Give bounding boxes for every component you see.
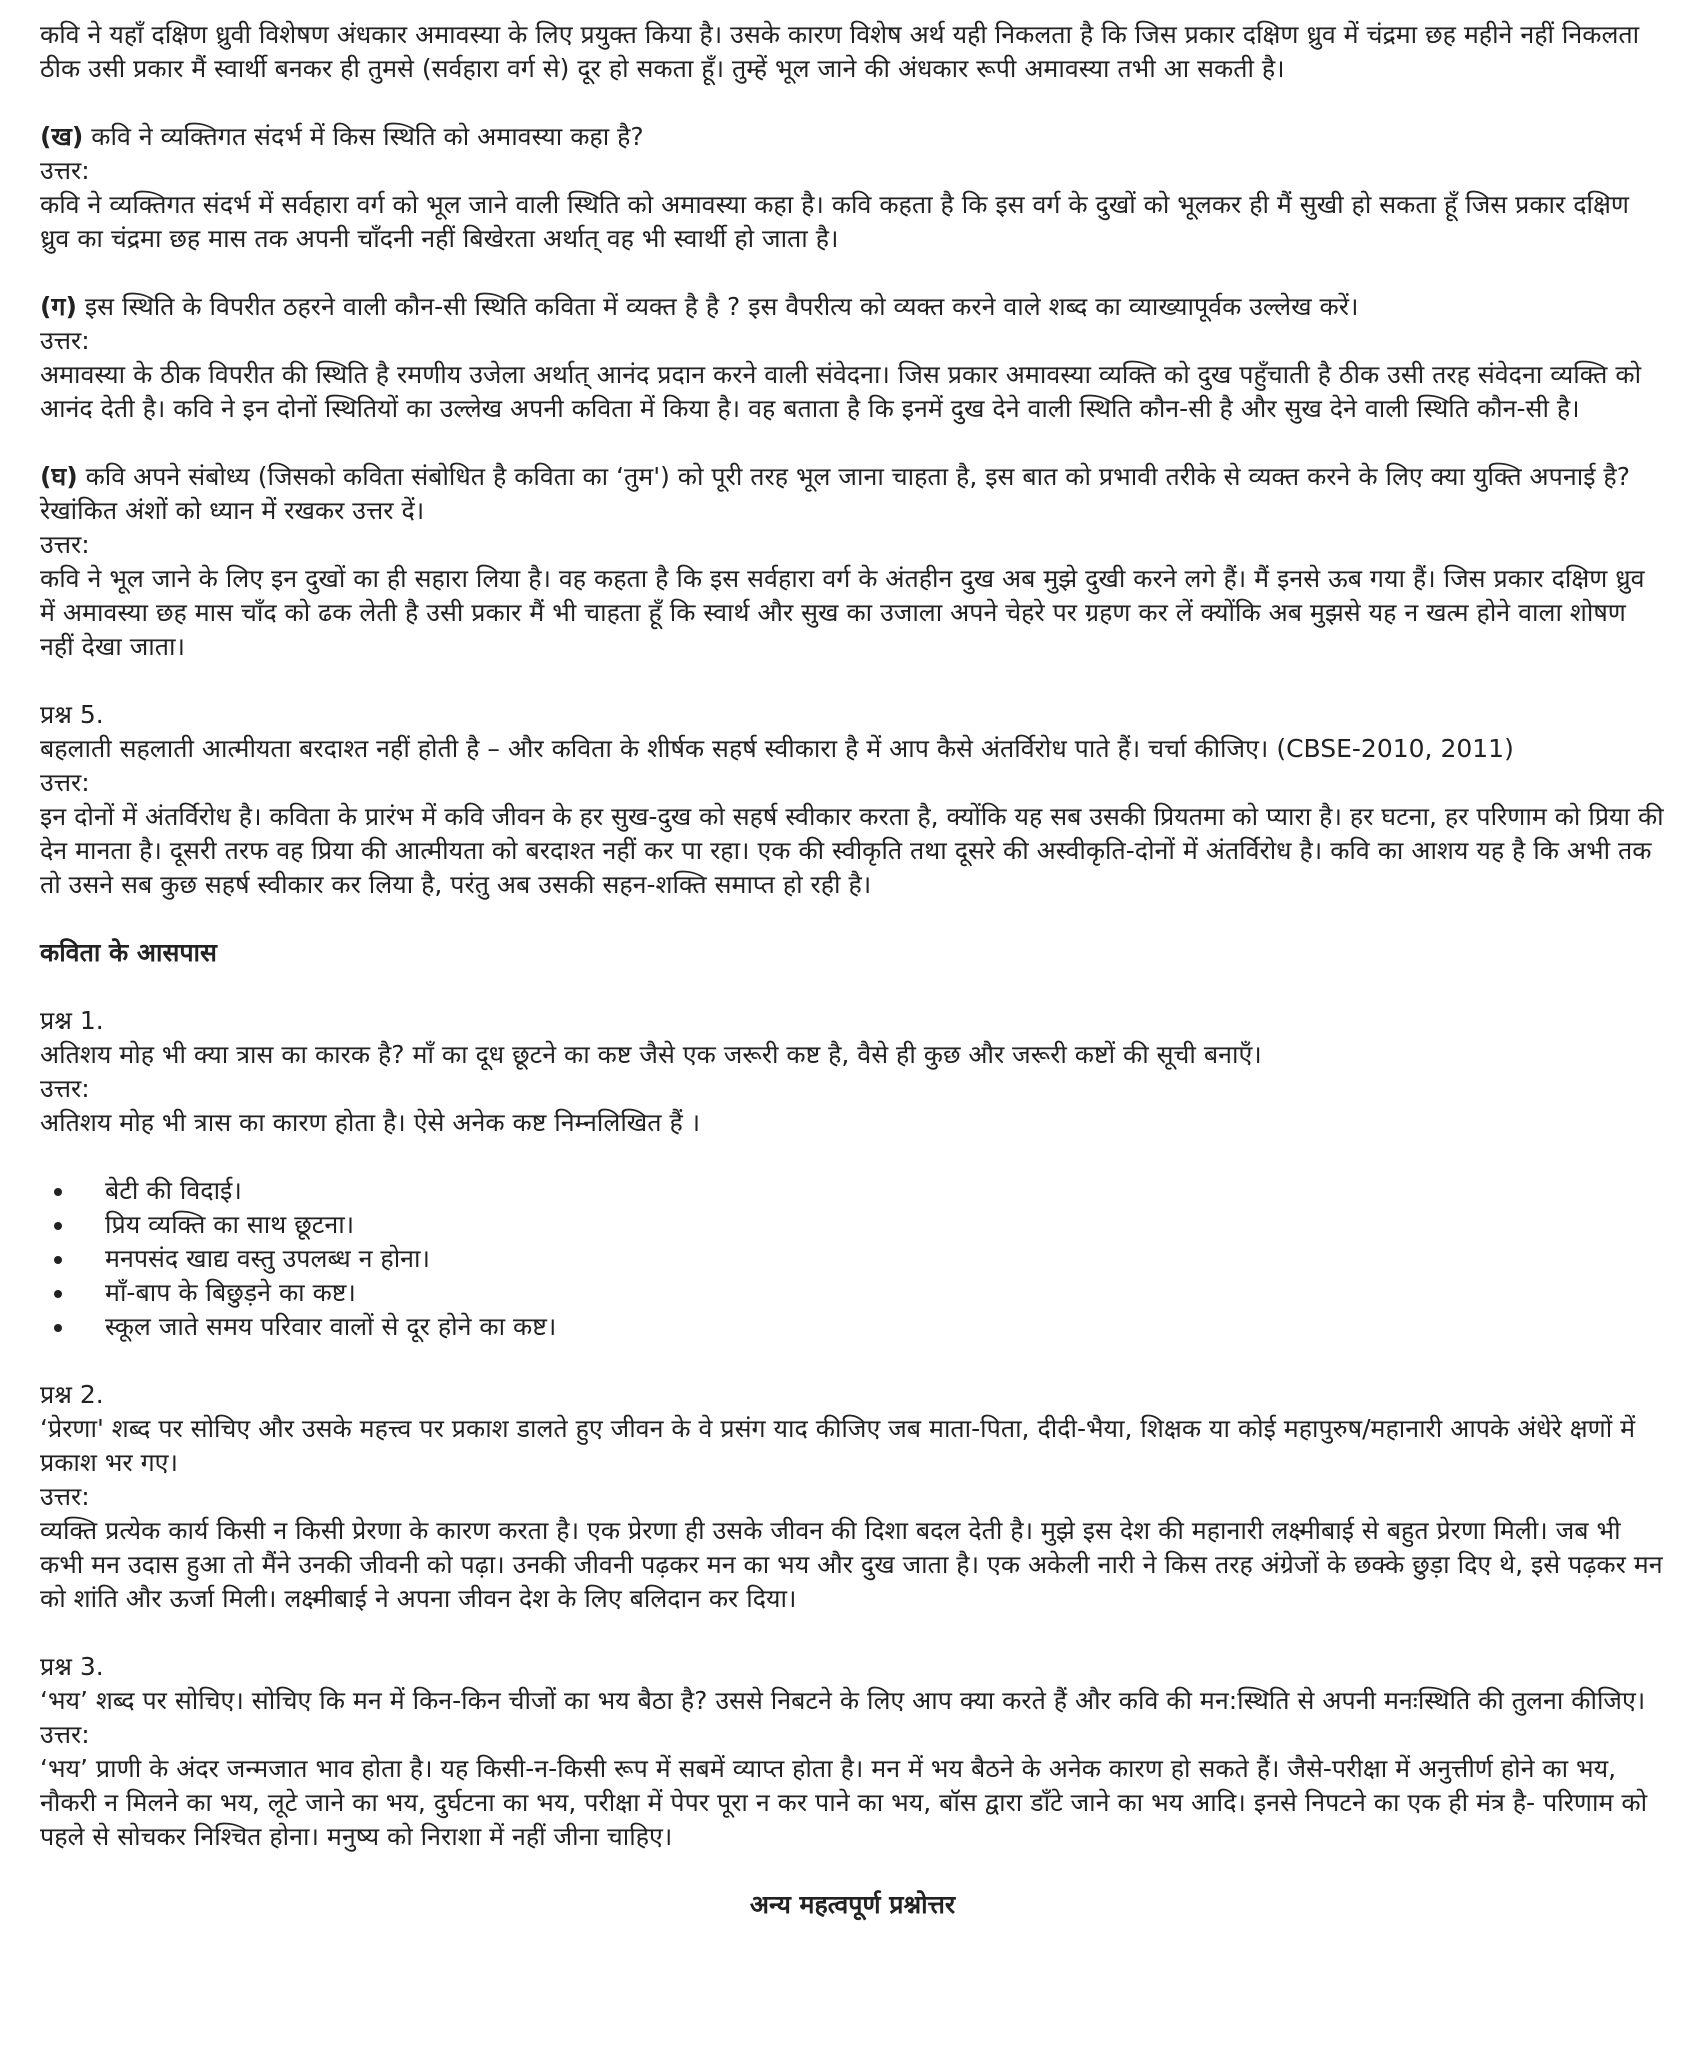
question-body: कवि ने व्यक्तिगत संदर्भ में किस स्थिति को अमावस्या कहा है? xyxy=(91,122,644,151)
spacer xyxy=(40,1140,1665,1174)
question-label: (ख) xyxy=(40,122,84,151)
answer-text: कवि ने भूल जाने के लिए इन दुखों का ही सहारा लिया है। वह कहता है कि इस सर्वहारा वर्ग के अंतहीन दुख अब मुझे दुखी करने लगे हैं। मैं इनसे ऊब गया हैं। जिस प्रकार दक्षिण ध्रुव में अमावस्या छह मास चाँद को ढक लेती है उसी प्रकार मैं भी चाहता हूँ कि स्वार्थ और सुख का उजाला अपने चेहरे पर ग्रहण कर लें क्योंकि अब मुझसे यह न खत्म होने वाला शोषण नहीं देखा जाता। xyxy=(40,564,1645,661)
question-title: प्रश्न 1. xyxy=(40,1006,104,1035)
spacer xyxy=(40,1616,1665,1650)
answer-text: व्यक्ति प्रत्येक कार्य किसी न किसी प्रेरणा के कारण करता है। एक प्रेरणा ही उसके जीवन की दिशा बदल देती है। मुझे इस देश की महानारी लक्ष्मीबाई से बहुत प्रेरणा मिली। जब भी कभी मन उदास हुआ तो मैंने उनकी जीवनी को पढ़ा। उनकी जीवनी पढ़कर मन का भय और दुख जाता है। एक अकेली नारी ने किस तरह अंग्रेजों के छक्के छुड़ा दिए थे, इसे पढ़कर मन को शांति और ऊर्जा मिली। लक्ष्मीबाई ने अपना जीवन देश के लिए बलिदान कर दिया। xyxy=(40,1516,1663,1613)
bullet-list xyxy=(40,1174,1665,1344)
question-label: (घ) xyxy=(40,462,78,491)
answer-text: ‘भय’ प्राणी के अंदर जन्मजात भाव होता है। यह किसी-न-किसी रूप में सबमें व्याप्त होता है। मन में भय बैठने के अनेक कारण हो सकते हैं। जैसे-परीक्षा में अनुत्तीर्ण होने का भय, नौकरी न मिलने का भय, लूटे जाने का भय, दुर्घटना का भय, परीक्षा में पेपर पूरा न कर पाने का भय, बॉस द्वारा डाँटे जाने का भय आदि। इनसे निपटने का एक ही मंत्र है- परिणाम को पहले से सोचकर निश्चित होना। मनुष्य को निराशा में नहीं जीना चाहिए। xyxy=(40,1754,1648,1851)
spacer xyxy=(40,902,1665,936)
bullet-icon xyxy=(54,1256,62,1264)
question-label: (ग) xyxy=(40,292,77,321)
spacer xyxy=(40,86,1665,120)
question-kha xyxy=(40,120,1665,256)
list-item-text: बेटी की विदाई। xyxy=(105,1176,242,1205)
footer-heading: अन्य महत्वपूर्ण प्रश्नोत्तर xyxy=(749,1890,956,1919)
list-item xyxy=(40,1310,1665,1344)
spacer xyxy=(40,256,1665,290)
answer-text: कवि ने व्यक्तिगत संदर्भ में सर्वहारा वर्ग को भूल जाने वाली स्थिति को अमावस्या कहा है। कवि कहता है कि इस वर्ग के दुखों को भूलकर ही मैं सुखी हो सकता हूँ जिस प्रकार दक्षिण ध्रुव का चंद्रमा छह मास तक अपनी चाँदनी नहीं बिखेरता अर्थात् वह भी स्वार्थी हो जाता है। xyxy=(40,190,1629,253)
section-heading: कविता के आसपास xyxy=(40,938,217,967)
question-text: ‘प्रेरणा' शब्द पर सोचिए और उसके महत्त्व पर प्रकाश डालते हुए जीवन के वे प्रसंग याद कीजिए जब माता-पिता, दीदी-भैया, शिक्षक या कोई महापुरुष/महानारी आपके अंधेरे क्षणों में प्रकाश भर गए। xyxy=(40,1414,1636,1477)
intro-paragraph: कवि ने यहाँ दक्षिण ध्रुवी विशेषण अंधकार अमावस्या के लिए प्रयुक्त किया है। उसके कारण विशेष अर्थ यही निकलता है कि जिस प्रकार दक्षिण ध्रुव में चंद्रमा छह महीने नहीं निकलता ठीक उसी प्रकार मैं स्वार्थी बनकर ही तुमसे (सर्वहारा वर्ग से) दूर हो सकता हूँ। तुम्हें भूल जाने की अंधकार रूपी अमावस्या तभी आ सकती है। xyxy=(40,20,1640,83)
prashna-5 xyxy=(40,698,1665,902)
answer-label: उत्तर: xyxy=(40,326,90,355)
aaspaas-question-3 xyxy=(40,1650,1665,1854)
bullet-icon xyxy=(54,1188,62,1196)
answer-label: उत्तर: xyxy=(40,1074,90,1103)
aaspaas-question-1 xyxy=(40,1004,1665,1344)
question-text: बहलाती सहलाती आत्मीयता बरदाश्त नहीं होती है – और कविता के शीर्षक सहर्ष स्वीकारा है में आप कैसे अंतर्विरोध पाते हैं। चर्चा कीजिए। (CBSE-2010, 2011) xyxy=(40,734,1514,763)
spacer xyxy=(40,664,1665,698)
question-body: इस स्थिति के विपरीत ठहरने वाली कौन-सी स्थिति कविता में व्यक्त है है ? इस वैपरीत्य को व्यक्त करने वाले शब्द का व्याख्यापूर्वक उल्लेख करें। xyxy=(84,292,1359,321)
list-item xyxy=(40,1276,1665,1310)
answer-text: अमावस्या के ठीक विपरीत की स्थिति है रमणीय उजेला अर्थात् आनंद प्रदान करने वाली संवेदना। जिस प्रकार अमावस्या व्यक्ति को दुख पहुँचाती है ठीक उसी तरह संवेदना व्यक्ति को आनंद देती है। कवि ने इन दोनों स्थितियों का उल्लेख अपनी कविता में किया है। वह बताता है कि इनमें दुख देने वाली स्थिति कौन-सी है और सुख देने वाली स्थिति कौन-सी है। xyxy=(40,360,1642,423)
bullet-icon xyxy=(54,1290,62,1298)
question-title: प्रश्न 5. xyxy=(40,700,104,729)
answer-label: उत्तर: xyxy=(40,1720,90,1749)
answer-label: उत्तर: xyxy=(40,1482,90,1511)
list-item xyxy=(40,1174,1665,1208)
answer-label: उत्तर: xyxy=(40,530,90,559)
spacer xyxy=(40,426,1665,460)
list-item xyxy=(40,1208,1665,1242)
document-page xyxy=(40,18,1665,1922)
answer-label: उत्तर: xyxy=(40,156,90,185)
answer-text: इन दोनों में अंतर्विरोध है। कविता के प्रारंभ में कवि जीवन के हर सुख-दुख को सहर्ष स्वीकार करता है, क्योंकि यह सब उसकी प्रियतमा को प्यारा है। हर घटना, हर परिणाम को प्रिया की देन मानता है। दूसरी तरफ वह प्रिया की आत्मीयता को बरदाश्त नहीं कर पा रहा। एक की स्वीकृति तथा दूसरे की अस्वीकृति-दोनों में अंतर्विरोध है। कवि का आशय यह है कि अभी तक तो उसने सब कुछ सहर्ष स्वीकार कर लिया है, परंतु अब उसकी सहन-शक्ति समाप्त हो रही है। xyxy=(40,802,1664,899)
bullet-icon xyxy=(54,1222,62,1230)
question-ga xyxy=(40,290,1665,426)
bullet-icon xyxy=(54,1324,62,1332)
list-item-text: मनपसंद खाद्य वस्तु उपलब्ध न होना। xyxy=(105,1244,431,1273)
question-title: प्रश्न 3. xyxy=(40,1652,104,1681)
question-gha xyxy=(40,460,1665,664)
spacer xyxy=(40,1854,1665,1888)
spacer xyxy=(40,970,1665,1004)
question-body: कवि अपने संबोध्य (जिसको कविता संबोधित है कविता का ‘तुम') को पूरी तरह भूल जाना चाहता है, इस बात को प्रभावी तरीके से व्यक्त करने के लिए क्या युक्ति अपनाई है? रेखांकित अंशों को ध्यान में रखकर उत्तर दें। xyxy=(40,462,1630,525)
question-text: ‘भय’ शब्द पर सोचिए। सोचिए कि मन में किन-किन चीजों का भय बैठा है? उससे निबटने के लिए आप क्या करते हैं और कवि की मन:स्थिति से अपनी मनःस्थिति की तुलना कीजिए। xyxy=(40,1686,1646,1715)
question-text: अतिशय मोह भी क्या त्रास का कारक है? माँ का दूध छूटने का कष्ट जैसे एक जरूरी कष्ट है, वैसे ही कुछ और जरूरी कष्टों की सूची बनाएँ। xyxy=(40,1040,1262,1069)
list-item-text: प्रिय व्यक्ति का साथ छूटना। xyxy=(105,1210,355,1239)
question-text xyxy=(40,460,1665,528)
list-item-text: स्कूल जाते समय परिवार वालों से दूर होने का कष्ट। xyxy=(105,1312,557,1341)
list-item xyxy=(40,1242,1665,1276)
question-title: प्रश्न 2. xyxy=(40,1380,104,1409)
spacer xyxy=(40,1344,1665,1378)
question-text xyxy=(40,120,1665,154)
aaspaas-question-2 xyxy=(40,1378,1665,1616)
answer-label: उत्तर: xyxy=(40,768,90,797)
question-text xyxy=(40,290,1665,324)
list-item-text: माँ-बाप के बिछुड़ने का कष्ट। xyxy=(105,1278,356,1307)
answer-text: अतिशय मोह भी त्रास का कारण होता है। ऐसे अनेक कष्ट निम्नलिखित हैं । xyxy=(40,1108,701,1137)
